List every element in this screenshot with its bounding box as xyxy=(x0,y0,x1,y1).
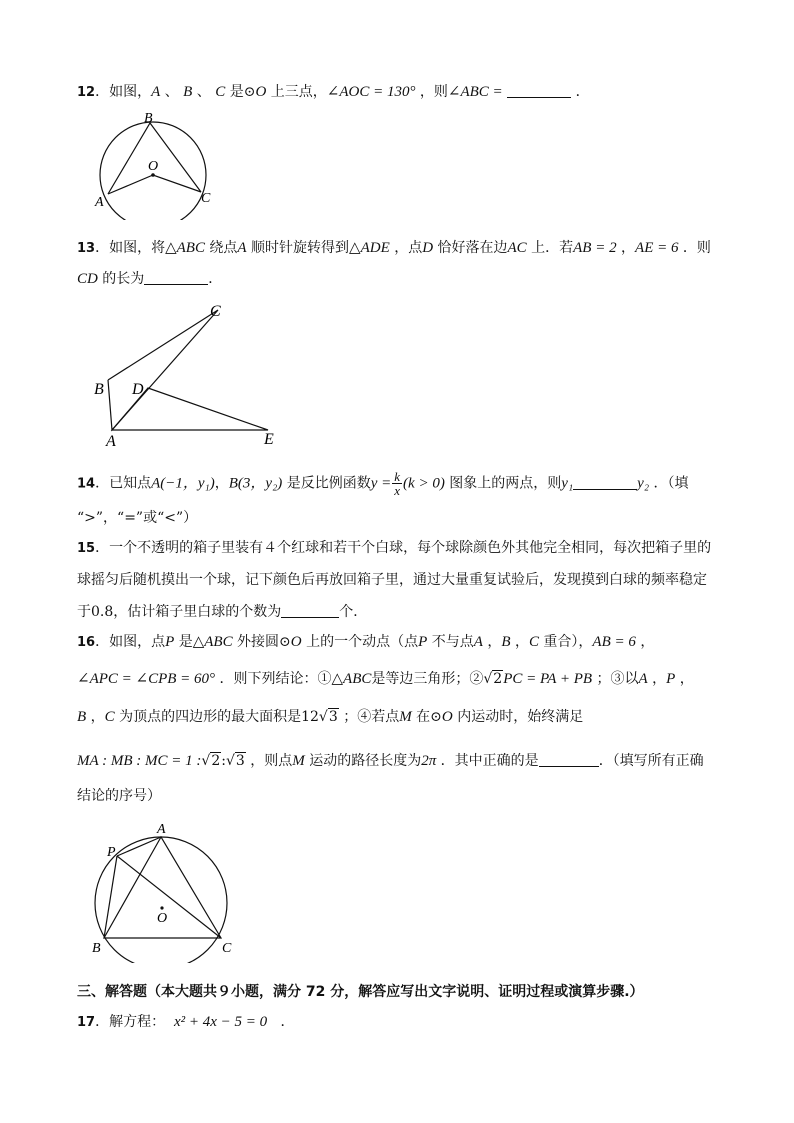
q16-sqrt2: √2 xyxy=(483,671,503,687)
q14-line-2: “>”，“=”或“<”） xyxy=(77,510,198,526)
q13-answer-blank[interactable] xyxy=(144,270,208,285)
q12-answer-blank[interactable] xyxy=(507,83,571,98)
q12-angle-abc: ∠ABC = xyxy=(447,84,503,100)
q16-segment-pa xyxy=(117,837,161,856)
q13-label-e: E xyxy=(264,431,274,448)
q16-label-b: B xyxy=(92,941,101,956)
q15-line-3: 于0.8，估计箱子里白球的个数为 个． xyxy=(77,604,368,620)
q17-line: 17．解方程： x² + 4x − 5 = 0 ． xyxy=(77,1014,295,1030)
q12-number: 12 xyxy=(77,85,96,100)
q13-label-b: B xyxy=(94,381,104,398)
q13-line-2: CD 的长为 ． xyxy=(77,271,223,287)
q12-label-c: C xyxy=(201,191,211,206)
q16-number: 16 xyxy=(77,635,96,650)
q15-line-2: 球摇匀后随机摸出一个球，记下颜色后再放回箱子里，通过大量重复试验后，发现摸到白球的频率稳定 xyxy=(77,572,707,588)
q16-line-1: 16．如图，点P 是△ABC 外接圆⊙O 上的一个动点（点P 不与点A ，B ，C 重合），AB = 6 ， xyxy=(77,634,655,650)
q13-label-a: A xyxy=(106,433,116,450)
q16-figure xyxy=(88,818,248,963)
q16-sqrt3-ratio: √3 xyxy=(225,753,245,769)
q14-answer-blank[interactable] xyxy=(573,475,637,490)
q16-label-o: O xyxy=(157,911,168,926)
q16-line-4: MA : MB : MC = 1 :√2:√3 ，则点M 运动的路径长度为2π ．其中正确的是 ．（填写所有正确 xyxy=(77,753,704,769)
q12-figure-circle xyxy=(90,110,230,220)
q12-radii xyxy=(108,175,201,194)
q14-line-1: 14．已知点A(−1，y₁)，B(3，y₂) 是反比例函数y = $\frac{k}{x}$ (k > 0) 图象上的两点，则y₁ y₂ ．（填 xyxy=(77,469,689,498)
q14-fraction: $\frac{k}{x}$ xyxy=(394,469,401,498)
q12-line: 12．如图，A 、 B 、 C 是⊙O 上三点，∠AOC = 130° ，则∠ABC = ． xyxy=(77,84,590,100)
section-3-title: 三、解答题（本大题共９小题，满分 72 分，解答应写出文字说明、证明过程或演算步骤.） xyxy=(77,984,644,1000)
q15-line-1: 15．一个不透明的箱子里装有４个红球和若干个白球，每个球除颜色外其他完全相同，每次把箱子里的 xyxy=(77,540,712,556)
q16-line-2: ∠APC = ∠CPB = 60° ．则下列结论：①△ABC是等边三角形；②√2PC = PA + PB ；③以A ，P ， xyxy=(77,671,694,687)
q13-label-d: D xyxy=(132,381,144,398)
q12-angle-aoc: ∠AOC = 130° xyxy=(326,84,416,100)
q17-number: 17 xyxy=(77,1015,96,1030)
q13-line-1: 13．如图，将△ABC 绕点A 顺时针旋转得到△ADE ，点D 恰好落在边AC 上．若AB = 2 ，AE = 6 ．则 xyxy=(77,240,711,256)
q16-label-p: P xyxy=(107,845,116,860)
q13-label-c: C xyxy=(210,303,221,320)
q16-sqrt2-ratio: √2 xyxy=(201,753,221,769)
q16-line-3: B ，C 为顶点的四边形的最大面积是12√3 ；④若点M 在⊙O 内运动时，始终满足 xyxy=(77,709,584,725)
q16-label-c: C xyxy=(222,941,232,956)
q16-sqrt3: √3 xyxy=(318,709,338,725)
q13-number: 13 xyxy=(77,241,96,256)
q13-triangle-abc xyxy=(108,310,218,430)
q14-number: 14 xyxy=(77,476,96,492)
q12-label-b: B xyxy=(144,111,153,126)
q16-center-dot xyxy=(160,906,163,909)
q15-number: 15 xyxy=(77,541,96,556)
q17-equation: x² + 4x − 5 = 0 xyxy=(174,1014,268,1030)
q12-label-a: A xyxy=(95,195,104,210)
q16-label-a: A xyxy=(157,822,166,837)
q15-answer-blank[interactable] xyxy=(281,603,339,618)
q12-label-o: O xyxy=(148,159,159,174)
q16-answer-blank[interactable] xyxy=(539,752,599,767)
q16-line-5: 结论的序号） xyxy=(77,788,161,804)
q16-segment-pc xyxy=(117,856,221,938)
q13-figure xyxy=(90,300,290,450)
